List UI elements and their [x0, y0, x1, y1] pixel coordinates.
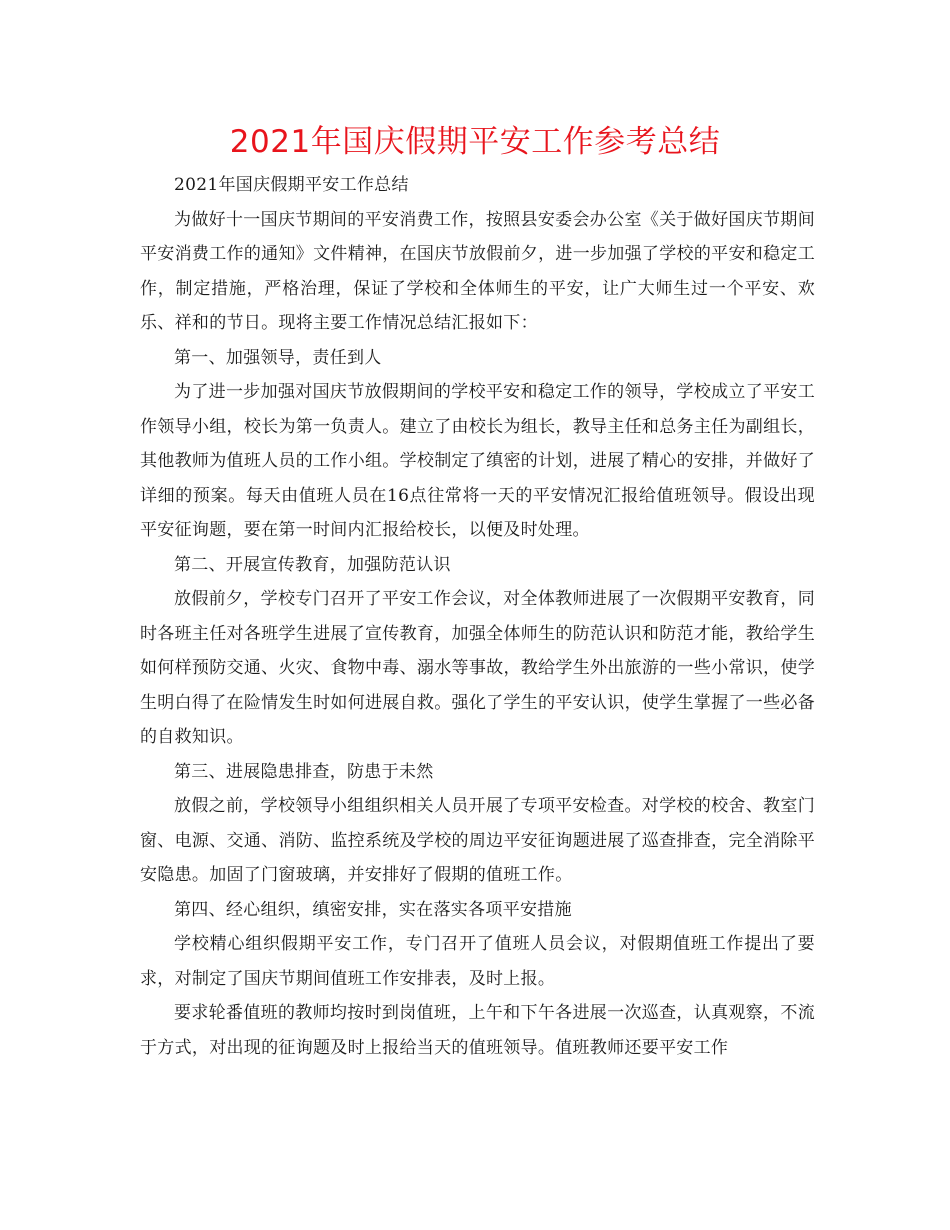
- section-4-paragraph: 学校精心组织假期平安工作，专门召开了值班人员会议，对假期值班工作提出了要求，对制定了国庆节期间值班工作安排表，及时上报。: [140, 934, 815, 989]
- section-heading-2: 第二、开展宣传教育，加强防范认识: [174, 554, 451, 575]
- intro-paragraph: 为做好十一国庆节期间的平安消费工作，按照县安委会办公室《关于做好国庆节期间平安消费工作的通知》文件精神，在国庆节放假前夕，进一步加强了学校的平安和稳定工作，制定措施，严格治理，保证了学校和全体师生的平安，让广大师生过一个平安、欢乐、祥和的节日。现将主要工作情况总结汇报如下：: [140, 209, 815, 333]
- section-2-paragraph: 放假前夕，学校专门召开了平安工作会议，对全体教师进展了一次假期平安教育，同时各班主任对各班学生进展了宣传教育，加强全体师生的防范认识和防范才能，教给学生如何样预防交通、火灾、食物中毒、溺水等事故，教给学生外出旅游的一些小常识，使学生明白得了在险情发生时如何进展自救。强化了学生的平安认识，使学生掌握了一些必备的自救知识。: [140, 589, 815, 747]
- section-heading-1: 第一、加强领导，责任到人: [174, 347, 382, 368]
- document-body: [140, 168, 815, 1065]
- document-title: 2021年国庆假期平安工作参考总结: [229, 124, 721, 160]
- section-heading-4: 第四、经心组织，缜密安排，实在落实各项平安措施: [174, 899, 572, 920]
- section-1-paragraph: 为了进一步加强对国庆节放假期间的学校平安和稳定工作的领导，学校成立了平安工作领导小组，校长为第一负责人。建立了由校长为组长，教导主任和总务主任为副组长，其他教师为值班人员的工作小组。学校制定了缜密的计划，进展了精心的安排，并做好了详细的预案。每天由值班人员在16点往常将一天的平安情况汇报给值班领导。假设出现平安征询题，要在第一时间内汇报给校长，以便及时处理。: [140, 382, 815, 540]
- section-heading-3: 第三、进展隐患排查，防患于未然: [174, 761, 434, 782]
- subtitle-paragraph: 2021年国庆假期平安工作总结: [174, 175, 409, 195]
- section-4-paragraph-continued: 要求轮番值班的教师均按时到岗值班，上午和下午各进展一次巡查，认真观察，不流于方式，对出现的征询题及时上报给当天的值班领导。值班教师还要平安工作: [140, 1003, 815, 1058]
- section-3-paragraph: 放假之前，学校领导小组组织相关人员开展了专项平安检查。对学校的校舍、教室门窗、电源、交通、消防、监控系统及学校的周边平安征询题进展了巡查排查，完全消除平安隐患。加固了门窗玻璃，并安排好了假期的值班工作。: [140, 796, 815, 885]
